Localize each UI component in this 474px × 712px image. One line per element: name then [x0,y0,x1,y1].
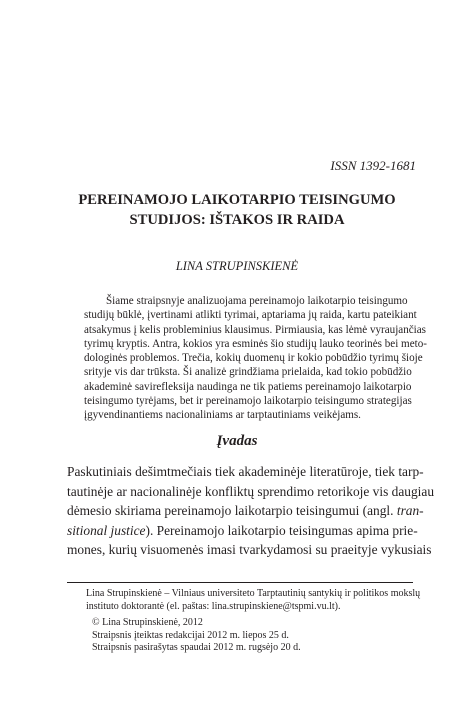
title-line-2: STUDIJOS: IŠTAKOS IR RAIDA [129,212,345,228]
abstract-line: akademinė savirefleksija naudinga ne tik patiems pereinamojo laikotarpio [84,380,412,393]
copyright-line: © Lina Strupinskienė, 2012 [92,617,203,628]
intro-line: mones, kurių visuomenės imasi tvarkydamosi su praeityje vykusiais [67,542,432,558]
intro-line: dėmesio skiriama pereinamojo laikotarpio teisingumui (angl. tran- [67,503,424,519]
article-title [60,190,414,230]
abstract-line: tyrimų kryptis. Antra, kokios yra esminės šio studijų lauko teorinės bei meto- [84,337,427,350]
title-line-1: PEREINAMOJO LAIKOTARPIO TEISINGUMO [78,192,396,208]
footnote-divider [67,582,413,583]
section-heading: Įvadas [216,433,258,449]
footnote-line: Lina Strupinskienė – Vilniaus universiteto Tarptautinių santykių ir politikos mokslų [86,588,421,599]
abstract-line: teisingumo tyrėjams, bet ir pereinamojo laikotarpio teisingumo strategijas [84,395,412,408]
abstract [84,294,427,423]
abstract-line: atsakymus į kelis probleminius klausimus. Pirmiausia, kas lėmė vyraujančias [84,323,426,336]
abstract-line: įgyvendinantiems nacionaliniams ar tarptautiniams veikėjams. [84,409,361,422]
issn-label: ISSN 1392-1681 [330,158,416,173]
intro-line: Paskutiniais dešimtmečiais tiek akademinėje literatūroje, tiek tarp- [67,464,424,479]
abstract-line: dologinės problemos. Trečia, kokių duomenų ir kokio pobūdžio tyrimų šioje [84,352,423,365]
intro-paragraph [67,462,435,560]
publication-meta [92,617,412,655]
author-name: LINA STRUPINSKIENĖ [175,259,299,273]
intro-line: sitional justice). Pereinamojo laikotarpio teisingumas apima prie- [67,522,418,538]
intro-line: tautinėje ar nacionalinėje konfliktų sprendimo retorikoje vis daugiau [67,483,435,499]
accepted-date: Straipsnis pasirašytas spaudai 2012 m. rugsėjo 20 d. [92,642,301,654]
abstract-line: srityje vis dar trūksta. Ši analizė grindžiama prielaida, kad tokio pobūdžio [84,366,412,379]
author-footnote [86,588,421,614]
footnote-line: instituto doktorantė (el. paštas: lina.strupinskiene@tspmi.vu.lt). [86,600,341,612]
received-date: Straipsnis įteiktas redakcijai 2012 m. liepos 25 d. [92,629,289,641]
abstract-line: Šiame straipsnyje analizuojama pereinamojo laikotarpio teisingumo [106,295,408,307]
abstract-line: studijų būklė, įvertinami atlikti tyrimai, aptariama jų raida, kartu pateikiant [84,309,417,322]
